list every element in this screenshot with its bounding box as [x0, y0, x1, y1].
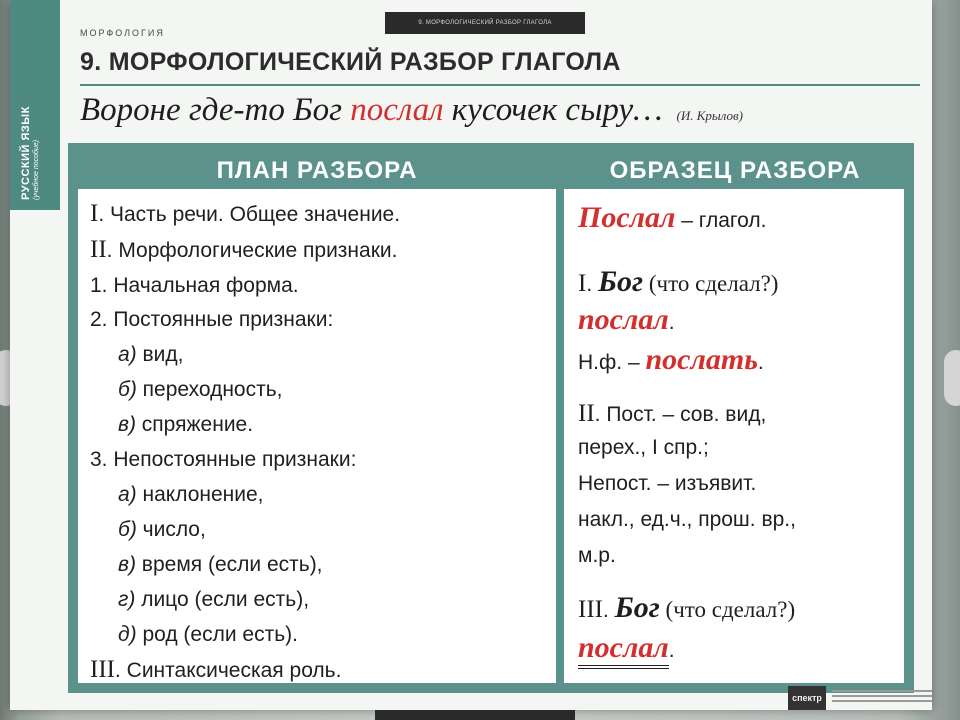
plan-line-text: . Синтаксическая роль.: [114, 659, 342, 682]
quote-text-before: Вороне где-то Бог: [80, 92, 351, 128]
list-letter: д): [118, 623, 137, 646]
plan-header: ПЛАН РАЗБОРА: [216, 157, 418, 184]
question-text: (что сделал?): [643, 271, 779, 296]
top-label: 9. МОРФОЛОГИЧЕСКИЙ РАЗБОР ГЛАГОЛА: [385, 12, 585, 34]
poster: [10, 0, 932, 710]
roman-numeral: III: [578, 596, 603, 623]
sample-line: [578, 345, 764, 375]
section-label: МОРФОЛОГИЯ: [80, 28, 165, 38]
list-letter: в): [118, 413, 136, 436]
sample-line: [578, 203, 766, 233]
poster-title: 9. МОРФОЛОГИЧЕСКИЙ РАЗБОР ГЛАГОЛА: [80, 48, 621, 76]
subject-word: Бог: [614, 591, 660, 624]
plan-line: 3. Непостоянные признаки:: [90, 448, 357, 471]
quote-author: (И. Крылов): [676, 108, 743, 123]
plan-line: [118, 519, 206, 540]
next-slide-button[interactable]: [944, 350, 960, 406]
highlighted-verb: послал: [578, 303, 669, 336]
highlighted-verb: Послал: [578, 201, 676, 234]
plan-line: [90, 657, 341, 682]
plan-line-text: число,: [136, 518, 206, 541]
plan-line: [118, 379, 283, 400]
plan-line: [118, 414, 253, 435]
punctuation: .: [602, 599, 615, 622]
side-label-sub: (учебное пособие): [32, 139, 40, 200]
sample-line: [578, 305, 675, 335]
sample-line: Непост. – изъявит.: [578, 472, 757, 495]
roman-numeral: I: [578, 270, 587, 297]
analysis-table: [68, 143, 914, 693]
side-label-subject: РУССКИЙ ЯЗЫК: [20, 106, 32, 200]
plan-line: 2. Постоянные признаки:: [90, 308, 334, 331]
subject-word: Бог: [598, 265, 644, 298]
publisher-logo: спектр: [788, 686, 826, 710]
plan-line-text: род (если есть).: [136, 623, 298, 646]
list-letter: б): [118, 378, 137, 401]
sample-column: [564, 189, 904, 683]
plan-line: [90, 237, 397, 262]
publisher-fineprint: [832, 690, 932, 706]
sample-line: [578, 267, 778, 297]
roman-numeral: III: [90, 656, 115, 683]
sample-line-text: . Пост. – сов. вид,: [594, 403, 767, 426]
next-poster-label: [375, 710, 575, 720]
question-text: (что сделал?): [659, 597, 796, 622]
plan-line-text: вид,: [136, 343, 184, 366]
plan-line-text: . Часть речи. Общее значение.: [98, 203, 401, 226]
sample-line-text: Н.ф. –: [578, 351, 646, 374]
plan-line-text: наклонение,: [136, 483, 264, 506]
punctuation: .: [668, 311, 675, 334]
plan-line-text: время (если есть),: [135, 553, 323, 576]
highlighted-verb: послать: [645, 343, 758, 376]
sample-line: [578, 401, 766, 426]
plan-line-text: спряжение.: [135, 413, 254, 436]
roman-numeral: I: [90, 200, 99, 227]
quote-highlight: послал: [350, 92, 444, 128]
example-quote: [80, 92, 920, 129]
roman-numeral: II: [578, 400, 595, 427]
list-letter: а): [118, 483, 137, 506]
plan-line-text: лицо (если есть),: [135, 588, 310, 611]
plan-line-text: . Морфологические признаки.: [106, 239, 398, 262]
highlighted-verb: послал: [578, 631, 669, 669]
plan-line: [118, 554, 323, 575]
title-divider: [80, 84, 920, 86]
sample-line: [578, 593, 795, 623]
quote-text-after: кусочек сыру…: [443, 92, 663, 128]
plan-line: [90, 201, 400, 226]
plan-line-text: переходность,: [136, 378, 283, 401]
punctuation: .: [668, 639, 675, 662]
sample-line: перех., I спр.;: [578, 436, 709, 459]
sample-header: ОБРАЗЕЦ РАЗБОРА: [609, 157, 861, 184]
sample-line: [578, 633, 675, 663]
side-label: [21, 106, 40, 200]
list-letter: б): [118, 518, 137, 541]
list-letter: а): [118, 343, 137, 366]
sample-line: накл., ед.ч., прош. вр.,: [578, 508, 796, 531]
plan-line: [118, 589, 309, 610]
sample-line: м.р.: [578, 544, 616, 567]
plan-line: [118, 344, 184, 365]
punctuation: .: [757, 351, 764, 374]
plan-line: 1. Начальная форма.: [90, 274, 299, 297]
plan-line: [118, 624, 298, 645]
plan-column: [78, 189, 556, 683]
roman-numeral: II: [90, 236, 107, 263]
list-letter: г): [118, 588, 136, 611]
sample-line-text: – глагол.: [675, 209, 767, 232]
list-letter: в): [118, 553, 136, 576]
plan-line: [118, 484, 264, 505]
punctuation: .: [586, 273, 598, 296]
